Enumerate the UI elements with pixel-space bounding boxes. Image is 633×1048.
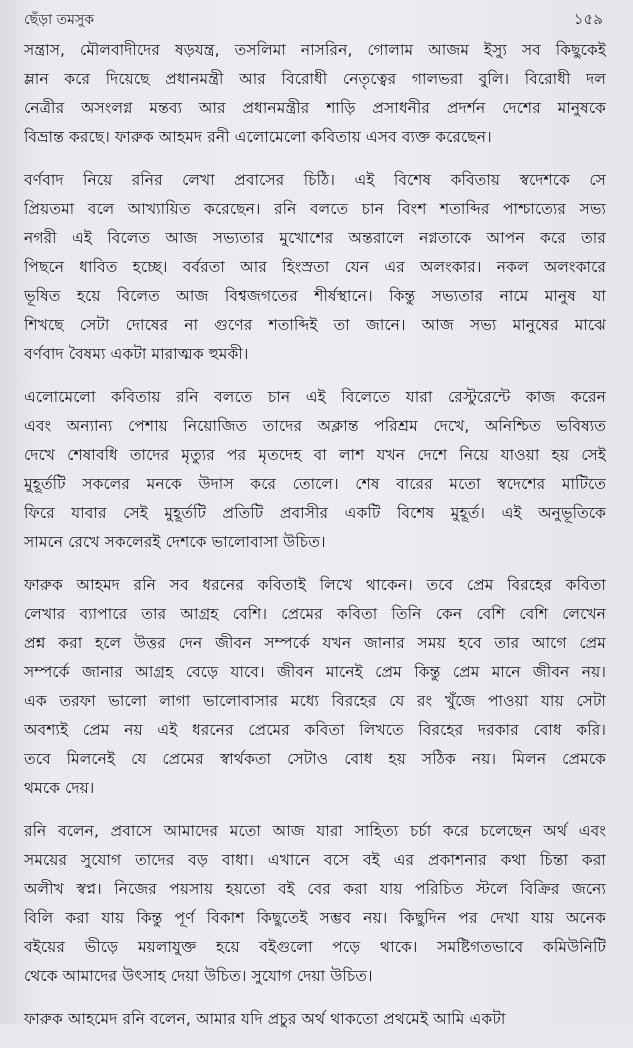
text-line: দেখে শেষাবধি তাদের মৃত্যুর পর মৃতদেহ বা লাশ যখন দেশে নিয়ে যাওয়া হয় সেই <box>24 446 606 464</box>
text-line: এক তরফা ভালো লাগা ভালোবাসার মধ্যে বিরহের যে রং খুঁজে পাওয়া যায় সেটা <box>24 692 606 710</box>
body-text <box>24 36 606 1048</box>
text-line: বর্ণবাদ বৈষম্য একটা মারাত্মক হুমকী। <box>24 345 249 363</box>
text-line: অবশ্যই প্রেম নয় এই ধরনের প্রেমের কবিতা লিখতে বিরহের দরকার বোধ করি। <box>24 721 606 739</box>
paragraph <box>24 383 606 557</box>
text-line: বিভ্রান্ত করছে। ফারুক আহমদ রনী এলোমেলো কবিতায় এসব ব্যক্ত করেছেন। <box>24 128 492 146</box>
text-line: মুহূর্তটি সকলের মনকে উদাস করে তোলে। শেষ বারের মতো স্বদেশের মাটিতে <box>24 475 606 493</box>
paragraph <box>24 36 606 152</box>
text-line: নেত্রীর অসংলগ্ন মন্তব্য আর প্রধানমন্ত্রীর শাড়ি প্রসাধনীর প্রদর্শন দেশের মানুষকে <box>24 99 606 117</box>
text-line: বর্ণবাদ নিয়ে রনির লেখা প্রবাসের চিঠি। এই বিশেষ কবিতায় স্বদেশকে সে <box>24 171 606 189</box>
text-line: সামনে রেখে সকলেরই দেশকে ভালোবাসা উচিত। <box>24 533 326 551</box>
text-line: অলীখ স্বপ্ন। নিজের পয়সায় হয়তো বই বের করা যায় পরিচিত স্টলে বিক্রির জন্যে <box>24 880 606 898</box>
text-line: ম্লান করে দিয়েছে প্রধানমন্ত্রী আর বিরোধী নেতৃত্বের গালভরা বুলি। বিরোধী দল <box>24 70 606 88</box>
text-line: সময়ের সুযোগ তাদের বড় বাধা। এখানে বসে বই এর প্রকাশনার কথা চিন্তা করা <box>24 851 606 869</box>
text-line: থমকে দেয়। <box>24 779 95 797</box>
text-line: ভূষিত হয়ে বিলেত আজ বিশ্বজগতের শীর্ষস্থানে। কিন্তু সভ্যতার নামে মানুষ যা <box>24 287 606 305</box>
text-line: রনি বলেন, প্রবাসে আমাদের মতো আজ যারা সাহিত্য চর্চা করে চলেছেন অর্থ এবং <box>24 822 606 840</box>
text-line: শিখছে সেটা দোষের না গুণের শতাব্দিই তা জানে। আজ সভ্য মানুষের মাঝে <box>24 316 606 334</box>
text-line: বইয়ের ভীড়ে ময়লাযুক্ত হয়ে বইগুলো পড়ে থাকে। সমষ্টিগতভাবে কমিউনিটি <box>24 938 606 956</box>
text-line: পিছনে ধাবিত হচ্ছে। বর্বরতা আর হিংস্রতা যেন এর অলংকার। নকল অলংকারে <box>24 258 606 276</box>
text-line: ফিরে যাবার সেই মুহূর্তটি প্রতিটি প্রবাসীর একটি বিশেষ মুহূর্ত। এই অনুভূতিকে <box>24 504 606 522</box>
text-line: সন্ত্রাস, মৌলবাদীদের ষড়যন্ত্র, তসলিমা নাসরিন, গোলাম আজম ইস্যু সব কিছুকেই <box>24 41 606 59</box>
paragraph <box>24 166 606 369</box>
text-line: প্রিয়তমা বলে আখ্যায়িত করেছেন। রনি বলতে চান বিংশ শতাব্দির পাশ্চাত্যের সভ্য <box>24 200 606 218</box>
page-number: ১৫৯ <box>573 10 603 28</box>
text-line: প্রশ্ন করা হলে উত্তর দেন জীবন সম্পর্কে যখন জানার সময় হবে তার আগে প্রেম <box>24 634 606 652</box>
running-head: ছেঁড়া তমসুক <box>24 12 94 28</box>
text-line: সম্পর্কে জানার আগ্রহ বেড়ে যাবে। জীবন মানেই প্রেম কিন্তু প্রেম মানে জীবন নয়। <box>24 663 606 681</box>
text-line: এবং অন্যান্য পেশায় নিয়োজিত তাদের অক্লান্ত পরিশ্রম দেখে, অনিশ্চিত ভবিষ্যত <box>24 417 606 435</box>
text-line: নগরী এই বিলেত আজ সভ্যতার মুখোশের অন্তরালে নগ্নতাকে আপন করে তার <box>24 229 606 247</box>
text-line: তবে মিলনেই যে প্রেমের স্বার্থকতা সেটাও বোধ হয় সঠিক নয়। মিলন প্রেমকে <box>24 750 606 768</box>
paragraph <box>24 817 606 991</box>
text-line: থেকে আমাদের উৎসাহ দেয়া উচিত। সুযোগ দেয়া উচিত। <box>24 967 373 985</box>
text-line: লেখার ব্যাপারে তার আগ্রহ বেশি। প্রেমের কবিতা তিনি কেন বেশি বেশি লেখেন <box>24 605 606 623</box>
paragraph <box>24 1005 606 1034</box>
text-line: বিলি করা যায় কিন্তু পূর্ণ বিকাশ কিছুতেই সম্ভব নয়। কিছুদিন পর দেখা যায় অনেক <box>24 909 606 927</box>
text-line: এলোমেলো কবিতায় রনি বলতে চান এই বিলেতে যারা রেস্টুরেন্টে কাজ করেন <box>24 388 606 406</box>
paragraph <box>24 571 606 803</box>
text-line: ফারুক আহমেদ রনি বলেন, আমার যদি প্রচুর অর্থ থাকতো প্রথমেই আমি একটা <box>24 1010 506 1028</box>
text-line: ফারুক আহমদ রনি সব ধরনের কবিতাই লিখে থাকেন। তবে প্রেম বিরহের কবিতা <box>24 576 606 594</box>
